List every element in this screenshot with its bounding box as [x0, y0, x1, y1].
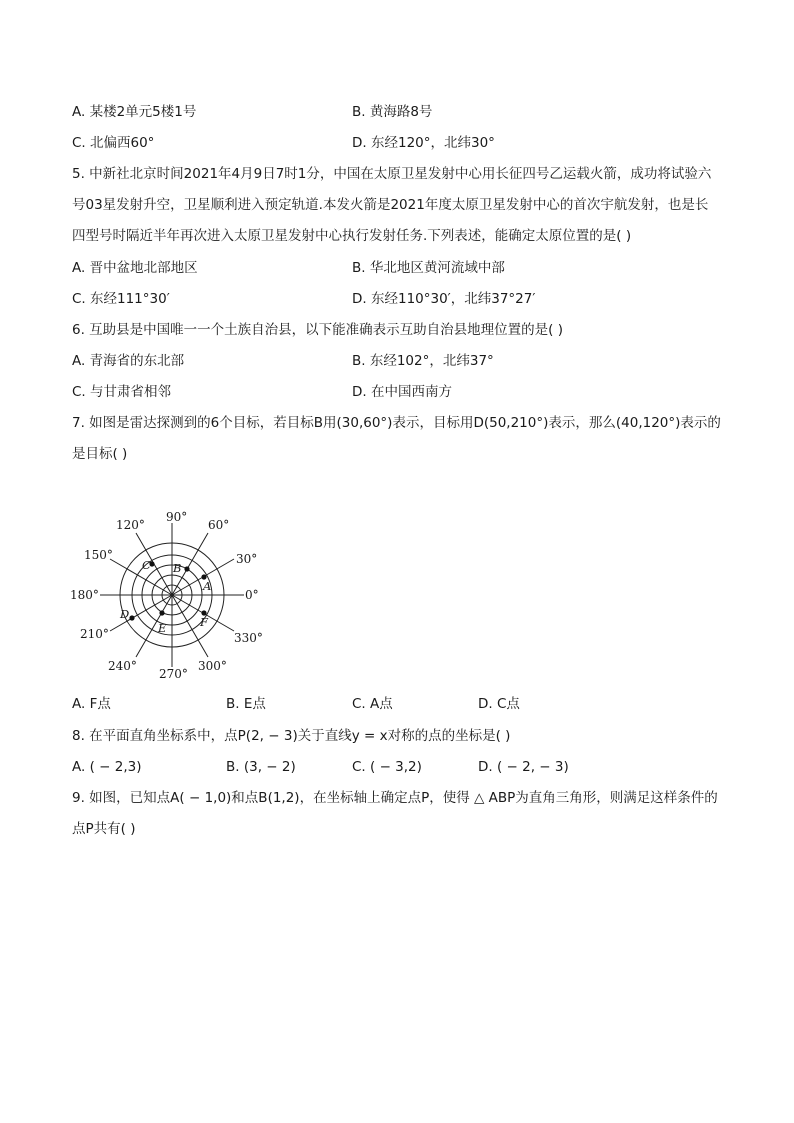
q5-option-c: C. 东经111°30′	[72, 291, 170, 307]
q6-option-a: A. 青海省的东北部	[72, 353, 185, 369]
angle-label-30: 30°	[236, 552, 258, 566]
q8-option-a: A. ( − 2,3)	[72, 759, 142, 775]
q7-stem-line-2: 是目标( )	[72, 446, 128, 462]
q5-option-d: D. 东经110°30′，北纬37°27′	[352, 291, 536, 307]
target-f-label: F	[200, 615, 208, 629]
q5-stem-line-1: 5. 中新社北京时间2021年4月9日7时1分，中国在太原卫星发射中心用长征四号乙运载火箭，成功将试验六	[72, 166, 712, 182]
target-a-label: A	[203, 579, 212, 593]
angle-label-60: 60°	[208, 518, 230, 532]
angle-label-270: 270°	[159, 667, 188, 681]
angle-label-0: 0°	[245, 588, 259, 602]
q5-stem-line-3: 四型号时隔近半年再次进入太原卫星发射中心执行发射任务.下列表述，能确定太原位置的是( )	[72, 228, 632, 244]
q5-stem-line-2: 号03星发射升空，卫星顺利进入预定轨道.本发火箭是2021年度太原卫星发射中心的首次宇航发射，也是长	[72, 197, 709, 213]
q4-option-d: D. 东经120°，北纬30°	[352, 135, 495, 151]
q9-stem-line-2: 点P共有( )	[72, 821, 136, 837]
angle-label-300: 300°	[198, 659, 227, 673]
target-b-dot	[184, 566, 189, 571]
q6-stem-line-1: 6. 互助县是中国唯一一个土族自治县，以下能准确表示互助自治县地理位置的是( )	[72, 322, 563, 338]
q7-option-d: D. C点	[478, 696, 520, 712]
q6-option-d: D. 在中国西南方	[352, 384, 452, 400]
q5-option-b: B. 华北地区黄河流域中部	[352, 260, 505, 276]
q8-stem-line-1: 8. 在平面直角坐标系中，点P(2, − 3)关于直线y = x对称的点的坐标是( )	[72, 728, 511, 744]
radar-diagram	[62, 505, 282, 690]
q6-option-b: B. 东经102°，北纬37°	[352, 353, 494, 369]
q7-option-c: C. A点	[352, 696, 393, 712]
angle-label-180: 180°	[70, 588, 99, 602]
q8-option-d: D. ( − 2, − 3)	[478, 759, 569, 775]
angle-label-240: 240°	[108, 659, 137, 673]
q8-option-c: C. ( − 3,2)	[352, 759, 422, 775]
angle-label-150: 150°	[84, 548, 113, 562]
angle-label-210: 210°	[80, 627, 109, 641]
target-e-label: E	[158, 621, 167, 635]
q7-option-a: A. F点	[72, 696, 111, 712]
target-c-label: C	[142, 558, 151, 572]
target-b-label: B	[173, 561, 182, 575]
target-d-dot	[129, 615, 134, 620]
q6-option-c: C. 与甘肃省相邻	[72, 384, 172, 400]
q7-stem-line-1: 7. 如图是雷达探测到的6个目标，若目标B用(30,60°)表示，目标用D(50,210°)表示，那么(40,120°)表示的	[72, 415, 721, 431]
q7-option-b: B. E点	[226, 696, 266, 712]
q9-stem-line-1: 9. 如图，已知点A( − 1,0)和点B(1,2)，在坐标轴上确定点P，使得 △ ABP为直角三角形，则满足这样条件的	[72, 790, 718, 806]
target-e-dot	[159, 610, 164, 615]
angle-label-90: 90°	[166, 510, 188, 524]
q4-option-b: B. 黄海路8号	[352, 104, 433, 120]
angle-label-120: 120°	[116, 518, 145, 532]
angle-label-330: 330°	[234, 631, 263, 645]
q4-option-c: C. 北偏西60°	[72, 135, 155, 151]
target-d-label: D	[120, 607, 130, 621]
q4-option-a: A. 某楼2单元5楼1号	[72, 104, 197, 120]
q8-option-b: B. (3, − 2)	[226, 759, 296, 775]
q5-option-a: A. 晋中盆地北部地区	[72, 260, 198, 276]
